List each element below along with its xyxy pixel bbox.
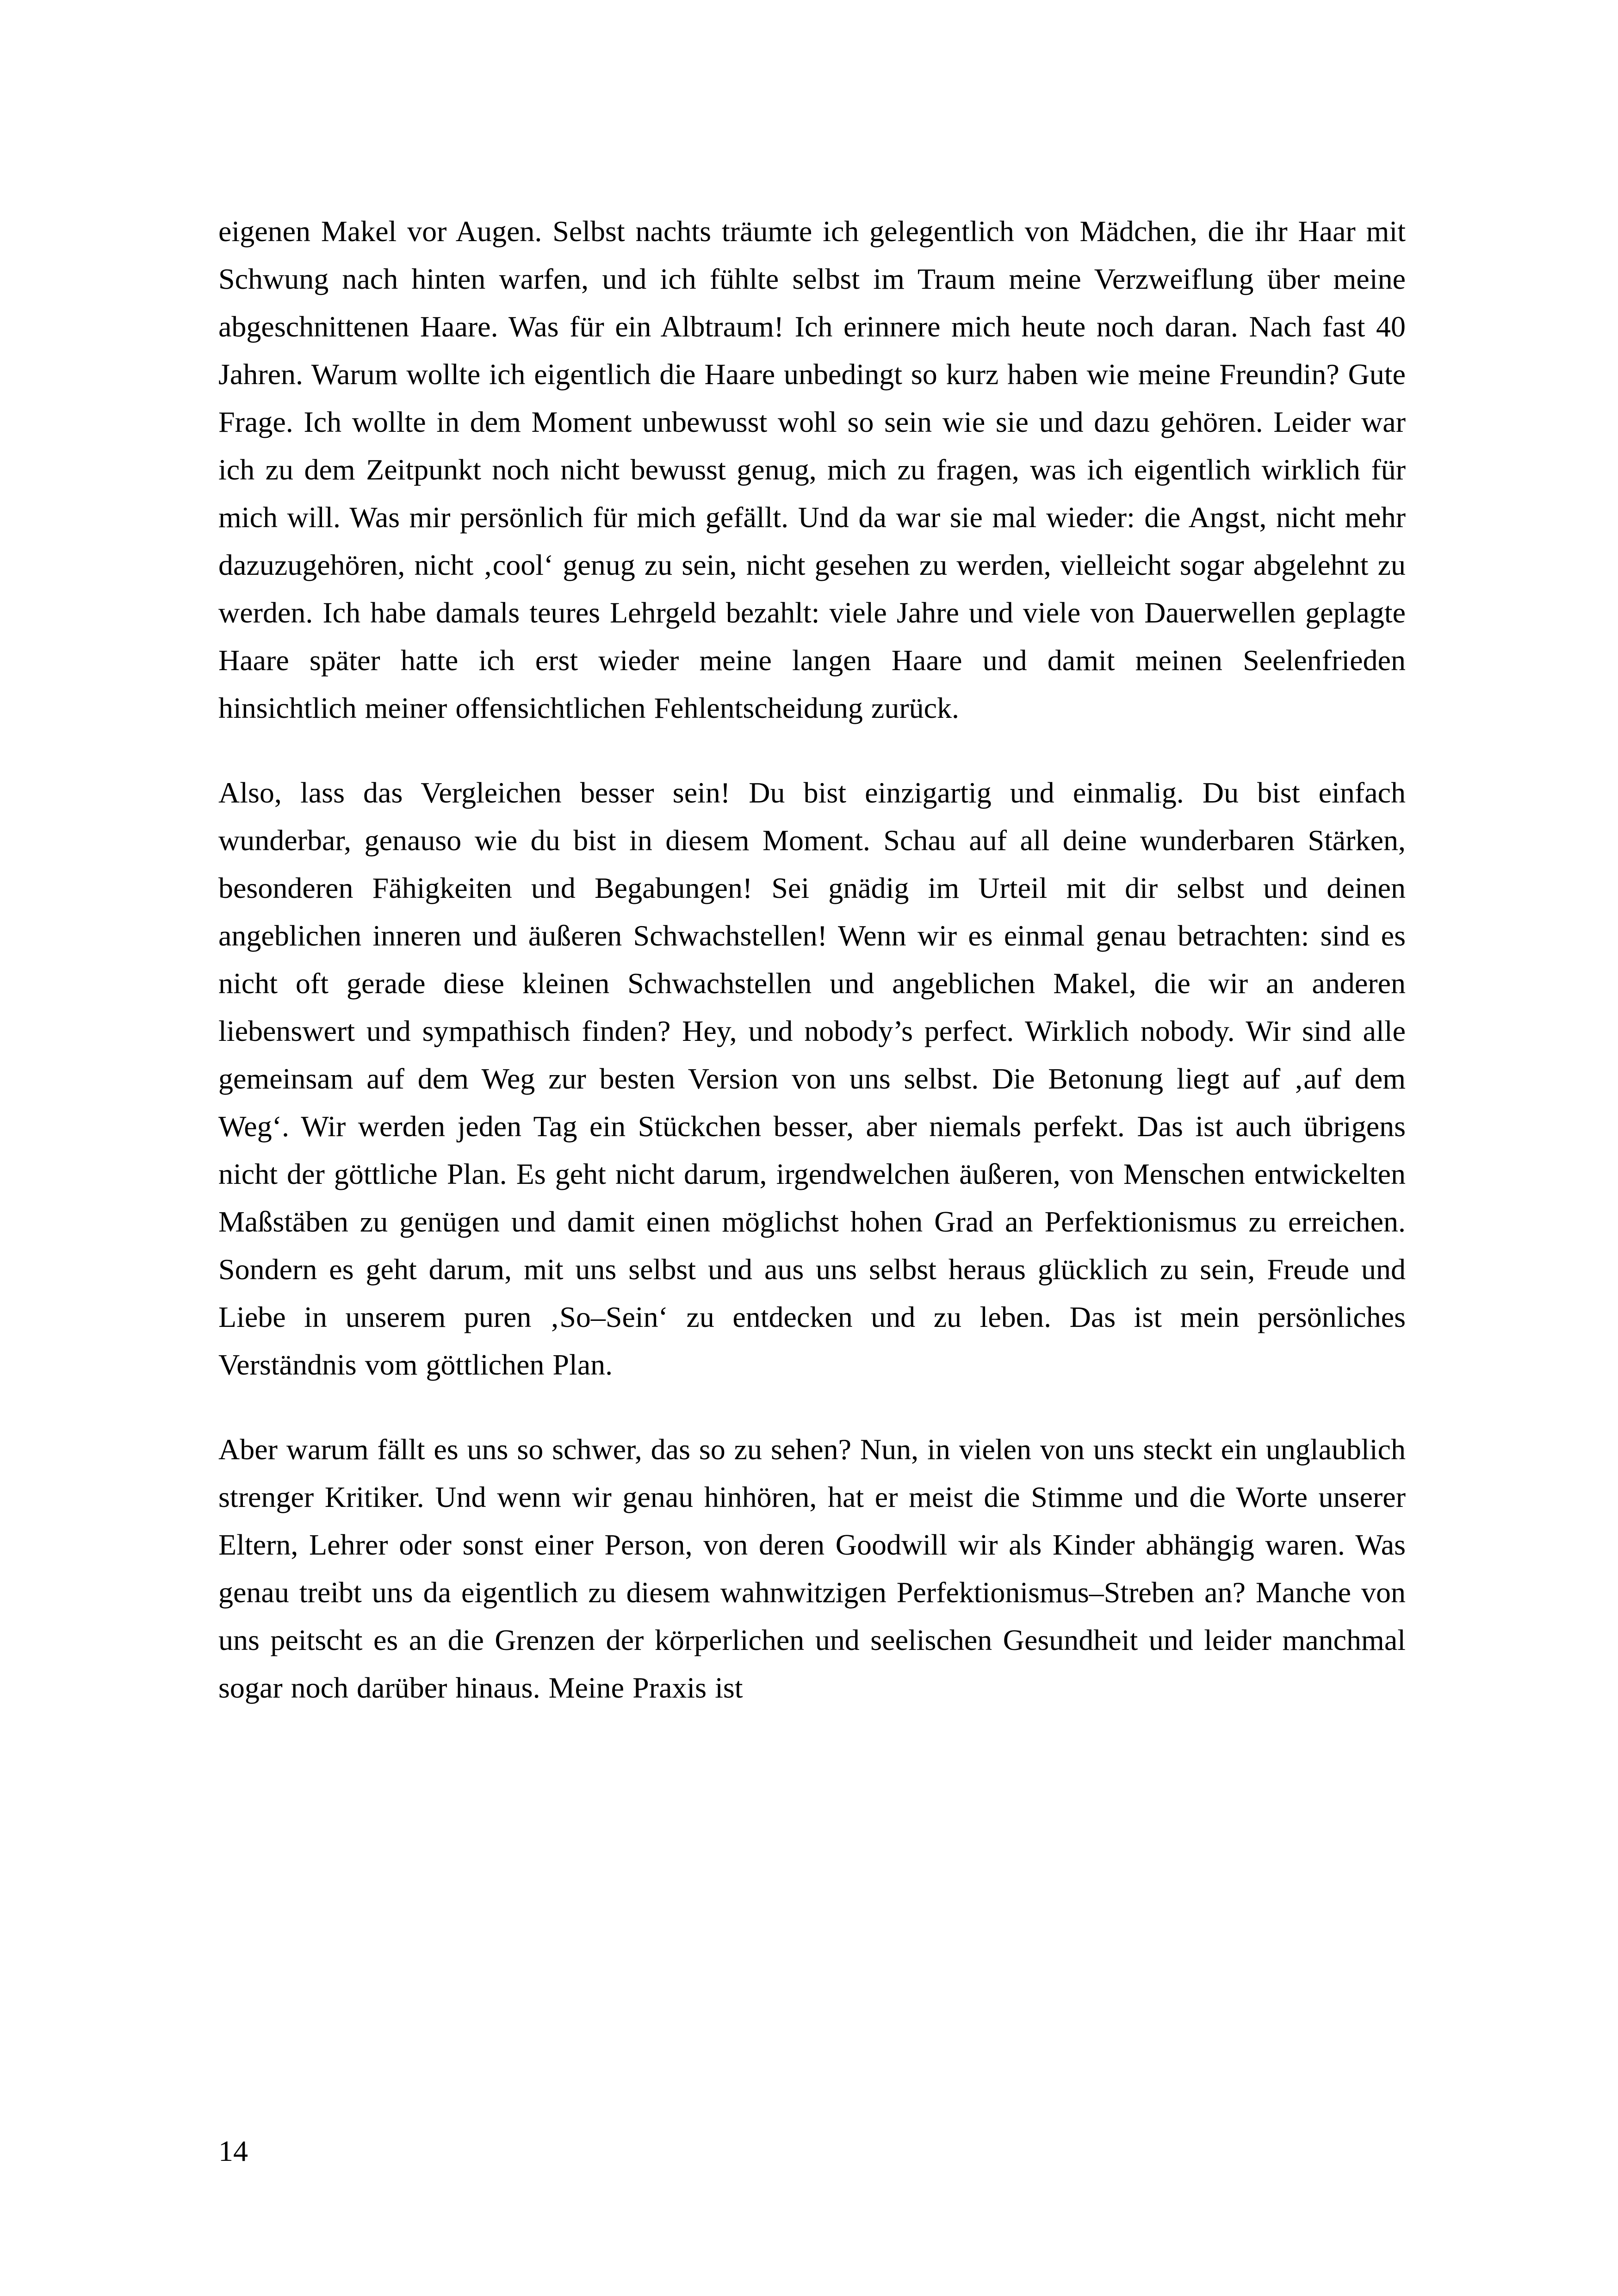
page-number: 14 — [218, 2134, 248, 2167]
text-block — [218, 207, 1406, 1748]
body-paragraph-2: Also, lass das Vergleichen besser sein! Du bist einzigartig und einmalig. Du bist einfach wunderbar, genauso wie du bist in diesem Moment. Schau auf all deine wunderbaren Stärken, besonderen Fähigkeiten und Begabungen! Sei gnädig im Urteil mit dir selbst und deinen angeblichen inneren und äußeren Schwachstellen! Wenn wir es einmal genau betrachten: sind es nicht oft gerade diese kleinen Schwachstellen und angeblichen Makel, die wir an anderen liebenswert und sympathisch finden? Hey, und nobody’s perfect. Wirklich nobody. Wir sind alle gemeinsam auf dem Weg zur besten Version von uns selbst. Die Betonung liegt auf ‚auf dem Weg‘. Wir werden jeden Tag ein Stückchen besser, aber niemals perfekt. Das ist auch übrigens nicht der göttliche Plan. Es geht nicht darum, irgendwelchen äußeren, von Menschen entwickelten Maßstäben zu genügen und damit einen möglichst hohen Grad an Perfektionismus zu erreichen. Sondern es geht darum, mit uns selbst und aus uns selbst heraus glücklich zu sein, Freude und Liebe in unserem puren ‚So–Sein‘ zu entdecken und zu leben. Das ist mein persönliches Verständnis vom göttlichen Plan. — [218, 776, 1406, 1381]
body-paragraph-1: eigenen Makel vor Augen. Selbst nachts träumte ich gelegentlich von Mädchen, die ihr Haar mit Schwung nach hinten warfen, und ich fühlte selbst im Traum meine Verzweiflung über meine abgeschnittenen Haare. Was für ein Albtraum! Ich erinnere mich heute noch daran. Nach fast 40 Jahren. Warum wollte ich eigentlich die Haare unbedingt so kurz haben wie meine Freundin? Gute Frage. Ich wollte in dem Moment unbewusst wohl so sein wie sie und dazu gehören. Leider war ich zu dem Zeitpunkt noch nicht bewusst genug, mich zu fragen, was ich eigentlich wirklich für mich will. Was mir persönlich für mich gefällt. Und da war sie mal wieder: die Angst, nicht mehr dazuzugehören, nicht ‚cool‘ genug zu sein, nicht gesehen zu werden, vielleicht sogar abgelehnt zu werden. Ich habe damals teures Lehrgeld bezahlt: viele Jahre und viele von Dauerwellen geplagte Haare später hatte ich erst wieder meine langen Haare und damit meinen Seelenfrieden hinsichtlich meiner offensichtlichen Fehlentscheidung zurück. — [218, 215, 1406, 724]
body-paragraph-3: Aber warum fällt es uns so schwer, das so zu sehen? Nun, in vielen von uns steckt ein unglaublich strenger Kritiker. Und wenn wir genau hinhören, hat er meist die Stimme und die Worte unserer Eltern, Lehrer oder sonst einer Person, von deren Goodwill wir als Kinder abhängig waren. Was genau treibt uns da eigentlich zu diesem wahnwitzigen Perfektionismus–Streben an? Manche von uns peitscht es an die Grenzen der körperlichen und seelischen Gesundheit und leider manchmal sogar noch darüber hinaus. Meine Praxis ist — [218, 1433, 1406, 1704]
